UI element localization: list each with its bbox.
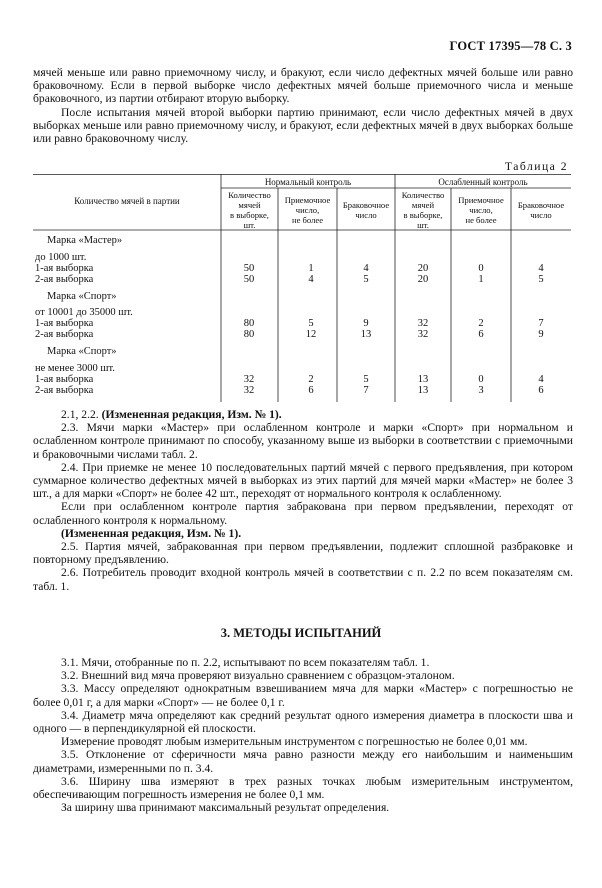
row-label: 1-ая выборка (35, 374, 94, 385)
intro-text (33, 66, 573, 145)
paragraph: После испытания мячей второй выборки партию принимают, если число дефектных мячей в двух выборках меньше или равно приемочному числу, и бракуют, если дефектных мячей в двух выборках больше или равно браковочному числу. (33, 105, 573, 146)
table-2 (33, 174, 571, 404)
cell-value: 3 (478, 385, 484, 396)
group-brand: Марка «Мастер» (47, 235, 123, 246)
cell-value: 4 (308, 274, 314, 285)
group-header-normal: Нормальный контроль (264, 177, 352, 187)
cell-value: 32 (243, 385, 255, 396)
cell-value: 5 (363, 374, 369, 385)
cell-value: 80 (243, 329, 255, 340)
cell-value: 20 (417, 274, 429, 285)
section-2-text (33, 408, 573, 593)
row-label: 2-ая выборка (35, 329, 94, 340)
row-label: 1-ая выборка (35, 318, 94, 329)
col-header-accept: Приемочное число, не более (284, 195, 331, 225)
section-title: 3. МЕТОДЫ ИСПЫТАНИЙ (220, 626, 382, 640)
cell-value: 80 (243, 318, 255, 329)
paragraph: 3.3. Массу определяют однократным взвешиванием мяча для марки «Мастер» с погрешностью не более 0,01 г, а для марки «Спорт» — не более 0,1 г. (33, 682, 573, 709)
group-range: не менее 3000 шт. (35, 363, 115, 374)
cell-value: 13 (417, 385, 429, 396)
cell-value: 6 (478, 329, 484, 340)
col-header-qty-relaxed: Количество мячей в выборке, шт. (401, 190, 445, 230)
paragraph: За ширину шва принимают максимальный результат определения. (61, 801, 390, 815)
paragraph: мячей меньше или равно приемочному числу, и бракуют, если число дефектных мячей больше или равно браковочному. Если в первой выборке число дефектных мячей больше приемочного числа и меньше браковочного, из партии отбирают вторую выборку. (33, 66, 573, 106)
paragraph: 3.6. Ширину шва измеряют в трех разных точках любым измерительным инструментом, обеспечивающим погрешность измерения не более 0,1 мм. (33, 774, 573, 802)
cell-value: 4 (363, 263, 369, 274)
group-range: от 10001 до 35000 шт. (35, 307, 133, 318)
paragraph: 2.3. Мячи марки «Мастер» при ослабленном контроле и марки «Спорт» при нормальном и ослабленном контроле принимают по способу, указанному выше из выборки в соответствии с приемочными и браковочными числами табл. 2. (33, 421, 573, 461)
cell-value: 1 (478, 274, 484, 285)
cell-value: 32 (243, 374, 255, 385)
cell-value: 5 (538, 274, 544, 285)
paragraph: 2.6. Потребитель проводит входной контроль мячей в соответствии с п. 2.2 по всем показателям см. табл. 1. (33, 566, 573, 593)
cell-value: 2 (478, 318, 484, 329)
col-header-qty: Количество мячей в выборке, шт. (228, 190, 271, 230)
cell-value: 13 (360, 329, 372, 340)
cell-value: 20 (417, 263, 429, 274)
section-3-text (33, 656, 573, 814)
cell-value: 0 (478, 374, 484, 385)
cell-value: 9 (538, 329, 544, 340)
col-header-accept-relaxed: Приемочное число, не более (458, 195, 504, 225)
group-brand: Марка «Спорт» (47, 346, 117, 357)
row-label: 2-ая выборка (35, 385, 94, 396)
cell-value: 6 (538, 385, 544, 396)
cell-value: 50 (243, 274, 255, 285)
paragraph: 2.5. Партия мячей, забракованная при первом предъявлении, подлежит сплошной разбраковке и повторному предъявлению. (33, 540, 573, 567)
paragraph: Если при ослабленном контроле партия забракована при первом предъявлении, переходят от ослабленного контроля к нормальному. (33, 500, 573, 527)
group-header-relaxed: Ослабленный контроль (438, 177, 528, 187)
paragraph: 3.5. Отклонение от сферичности мяча равно разности между его наибольшим и наименьшим диаметрами, измеренными по п. 3.4. (33, 748, 573, 775)
col-header-reject: Браковочное число (342, 200, 390, 220)
col-header-lot-size: Количество мячей в партии (74, 196, 180, 206)
cell-value: 2 (308, 374, 314, 385)
cell-value: 6 (308, 385, 314, 396)
col-header-reject-relaxed: Браковочное число (517, 200, 565, 220)
paragraph: 2.4. При приемке не менее 10 последовательных партий мячей с первого предъявления, при котором суммарное количество дефектных мячей в выборках из этих партий для мячей марки «Мастер» не более 3 шт., а для марки «Спорт» не более 42 шт., переходят от нормального контроля к ослабленному. (33, 460, 573, 501)
page-header: ГОСТ 17395—78 С. 3 (449, 39, 572, 53)
cell-value: 5 (308, 318, 314, 329)
cell-value: 13 (417, 374, 429, 385)
paragraph: 3.2. Внешний вид мяча проверяют визуально сравнением с образцом-эталоном. (61, 669, 455, 683)
amendment-note: 2.1, 2.2. (Измененная редакция, Изм. № 1). (61, 408, 282, 421)
row-label: 1-ая выборка (35, 263, 94, 274)
cell-value: 7 (363, 385, 369, 396)
cell-value: 12 (305, 329, 317, 340)
group-brand: Марка «Спорт» (47, 291, 117, 302)
cell-value: 4 (538, 374, 544, 385)
group-range: до 1000 шт. (35, 252, 87, 263)
row-label: 2-ая выборка (35, 274, 94, 285)
cell-value: 9 (363, 318, 369, 329)
cell-value: 7 (538, 318, 544, 329)
cell-value: 5 (363, 274, 369, 285)
paragraph: Измерение проводят любым измерительным инструментом с погрешностью не более 0,01 мм. (61, 735, 528, 749)
cell-value: 0 (478, 263, 484, 274)
cell-value: 32 (417, 329, 429, 340)
table-caption: Таблица 2 (504, 160, 568, 173)
paragraph: 3.4. Диаметр мяча определяют как средний результат одного измерения диаметра в плоскости шва и одного — в перпендикулярной ей плоскости. (33, 708, 573, 736)
cell-value: 4 (538, 263, 544, 274)
cell-value: 50 (243, 263, 255, 274)
amendment-note: (Измененная редакция, Изм. № 1). (61, 526, 242, 540)
cell-value: 32 (417, 318, 429, 329)
paragraph: 3.1. Мячи, отобранные по п. 2.2, испытывают по всем показателям табл. 1. (61, 656, 430, 669)
cell-value: 1 (308, 263, 314, 274)
